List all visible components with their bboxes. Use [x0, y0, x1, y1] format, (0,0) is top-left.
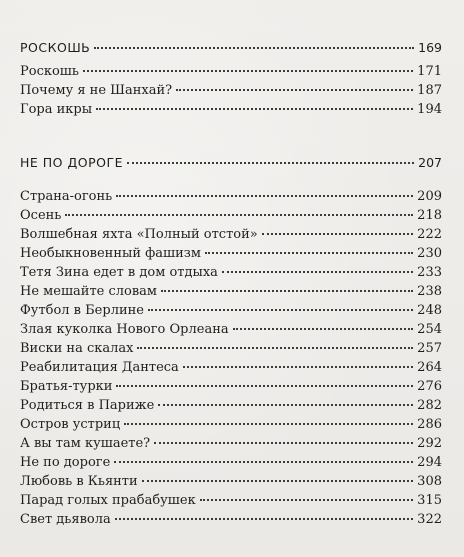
dot-leader	[96, 107, 413, 110]
entry-page-number: 194	[417, 102, 442, 117]
entry-page-number: 233	[417, 265, 442, 280]
entry-page-number: 282	[417, 398, 442, 413]
entry-title: А вы там кушаете?	[20, 436, 151, 451]
entry-title: Свет дьявола	[20, 512, 111, 527]
entry-page-number: 292	[417, 436, 442, 451]
dot-leader	[148, 308, 413, 311]
entry-title: Тетя Зина едет в дом отдыха	[20, 265, 218, 280]
entry-page-number: 322	[417, 512, 442, 527]
entry-title: Не мешайте словам	[20, 284, 158, 299]
dot-leader	[262, 232, 413, 235]
entry-title: Волшебная яхта «Полный отстой»	[20, 227, 258, 242]
entry-page-number: 248	[417, 303, 442, 318]
entry-page-number: 276	[417, 379, 442, 394]
section-heading-roskosh	[20, 40, 442, 62]
entry-page-number: 187	[417, 83, 442, 98]
section-title: НЕ ПО ДОРОГЕ	[20, 155, 123, 170]
entry-title: Осень	[20, 208, 62, 223]
entry-title: Почему я не Шанхай?	[20, 83, 173, 98]
section-heading-ne-po-doroge	[20, 155, 442, 177]
dot-leader	[154, 441, 413, 444]
section-title: РОСКОШЬ	[20, 40, 91, 55]
section-page-number: 169	[418, 40, 442, 55]
dot-leader	[116, 384, 413, 387]
entry-page-number: 238	[417, 284, 442, 299]
entry-title: Виски на скалах	[20, 341, 134, 356]
dot-leader	[161, 289, 413, 292]
entry-page-number: 254	[417, 322, 442, 337]
dot-leader	[65, 213, 413, 216]
entry-page-number: 218	[417, 208, 442, 223]
dot-leader	[200, 498, 413, 501]
dot-leader	[124, 422, 413, 425]
entry-title: Страна-огонь	[20, 189, 113, 204]
dot-leader	[115, 517, 413, 520]
dot-leader	[158, 403, 413, 406]
entry-page-number: 222	[417, 227, 442, 242]
entry-title: Любовь в Кьянти	[20, 474, 138, 489]
entry-page-number: 257	[417, 341, 442, 356]
dot-leader	[205, 251, 413, 254]
dot-leader	[94, 46, 414, 49]
entry-page-number: 286	[417, 417, 442, 432]
entry-title: Парад голых прабабушек	[20, 493, 196, 508]
entry-title: Остров устриц	[20, 417, 121, 432]
entry-page-number: 308	[417, 474, 442, 489]
dot-leader	[176, 88, 413, 91]
entry-page-number: 315	[417, 493, 442, 508]
entry-title: Футбол в Берлине	[20, 303, 144, 318]
entry-page-number: 209	[417, 189, 442, 204]
entry-title: Необыкновенный фашизм	[20, 246, 202, 261]
dot-leader	[116, 194, 413, 197]
dot-leader	[233, 327, 414, 330]
entry-title: Роскошь	[20, 64, 79, 79]
entry-title: Родиться в Париже	[20, 398, 155, 413]
dot-leader	[183, 365, 413, 368]
entry-title: Злая куколка Нового Орлеана	[20, 322, 229, 337]
entry-page-number: 230	[417, 246, 442, 261]
entry-title: Реабилитация Дантеса	[20, 360, 179, 375]
entry-page-number: 264	[417, 360, 442, 375]
entry-title: Братья-турки	[20, 379, 113, 394]
section-page-number: 207	[418, 155, 442, 170]
entry-page-number: 294	[417, 455, 442, 470]
dot-leader	[127, 161, 414, 164]
entry-title: Гора икры	[20, 102, 93, 117]
toc-entry	[20, 512, 442, 534]
toc-entry	[20, 102, 442, 124]
dot-leader	[137, 346, 413, 349]
entry-title: Не по дороге	[20, 455, 111, 470]
entry-page-number: 171	[417, 64, 442, 79]
dot-leader	[222, 270, 413, 273]
dot-leader	[142, 479, 414, 482]
dot-leader	[114, 460, 413, 463]
dot-leader	[83, 69, 413, 72]
